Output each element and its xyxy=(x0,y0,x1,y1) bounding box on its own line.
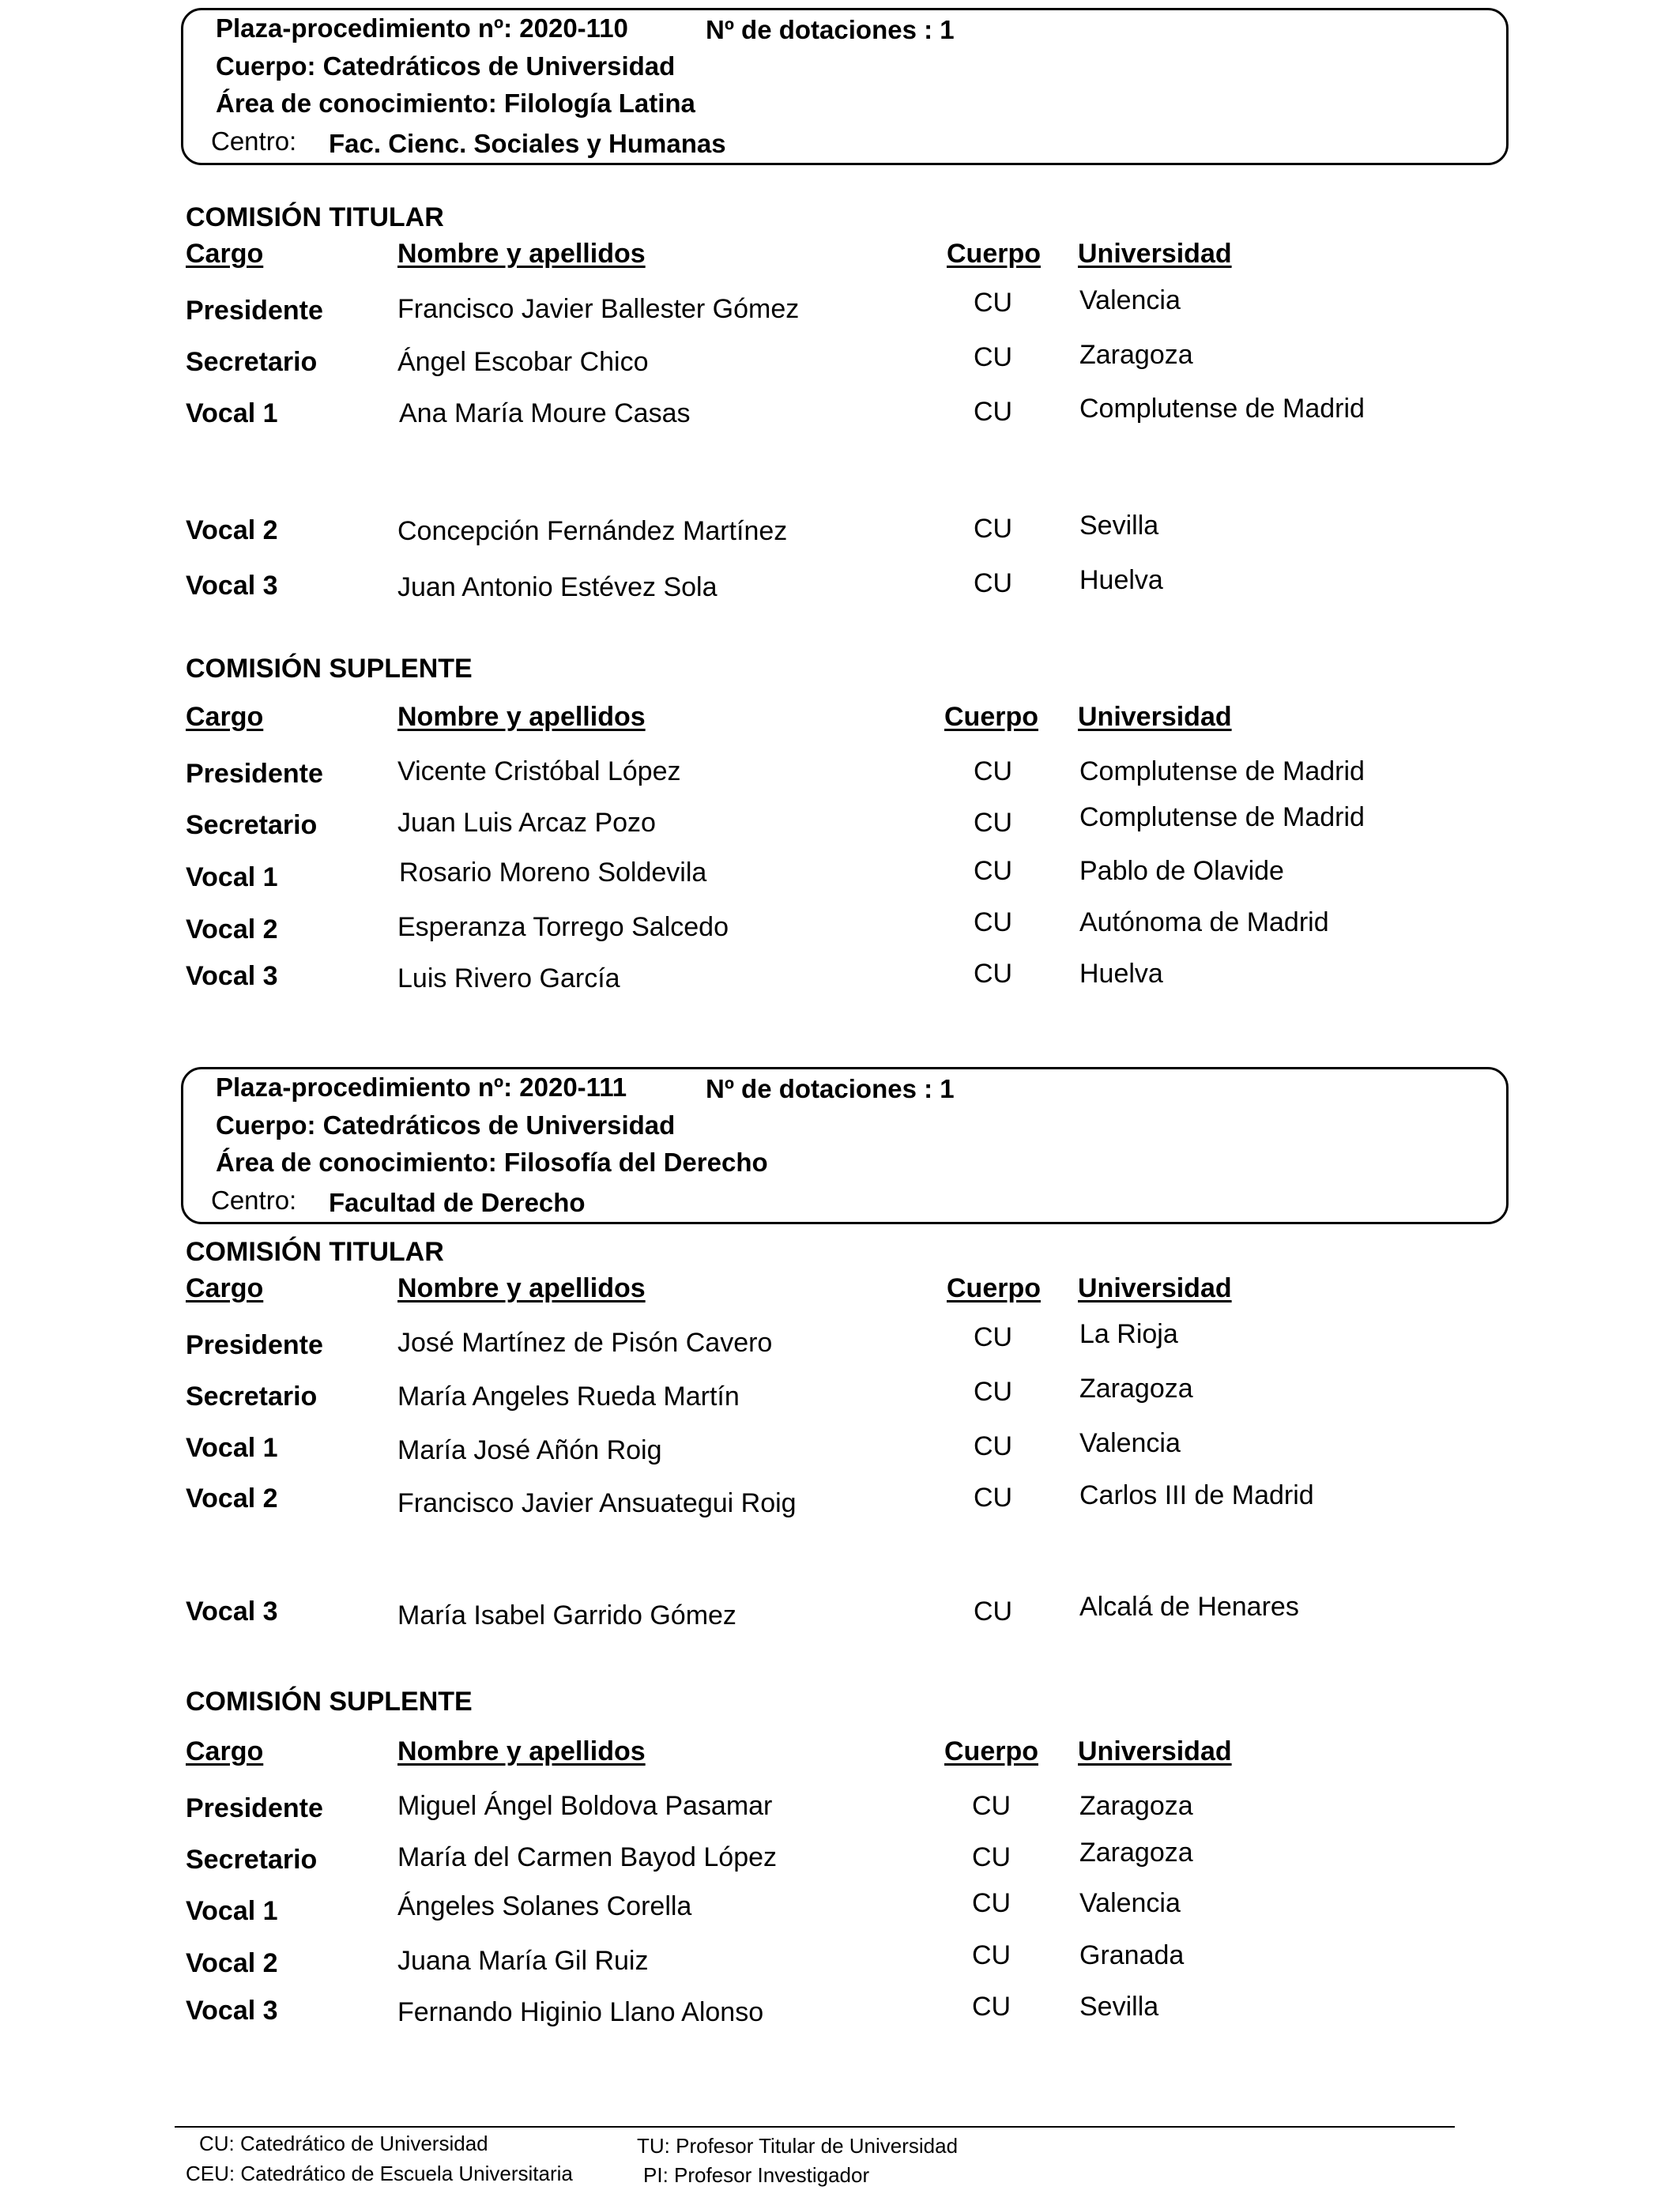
member-cuerpo: CU xyxy=(972,1992,1011,2022)
column-header-universidad: Universidad xyxy=(1078,702,1232,732)
member-cargo: Vocal 3 xyxy=(186,1996,278,2026)
column-header-universidad: Universidad xyxy=(1078,239,1232,269)
member-cargo: Presidente xyxy=(186,759,323,789)
member-name: Fernando Higinio Llano Alonso xyxy=(397,1997,764,2027)
member-cargo: Vocal 3 xyxy=(186,571,278,601)
member-name: María Isabel Garrido Gómez xyxy=(397,1600,736,1630)
column-header-nombre: Nombre y apellidos xyxy=(397,1273,646,1303)
legend-pi: PI: Profesor Investigador xyxy=(643,2163,870,2187)
column-header-nombre: Nombre y apellidos xyxy=(397,1736,646,1766)
member-cargo: Vocal 1 xyxy=(186,398,278,428)
member-cargo: Vocal 3 xyxy=(186,1596,278,1627)
dotaciones-count: Nº de dotaciones : 1 xyxy=(706,15,955,44)
member-university: Huelva xyxy=(1079,959,1163,989)
column-header-cargo: Cargo xyxy=(186,702,264,732)
member-university: Complutense de Madrid xyxy=(1079,756,1365,786)
member-cuerpo: CU xyxy=(974,342,1013,372)
member-name: Luis Rivero García xyxy=(397,963,620,993)
centro-label: Centro: xyxy=(211,126,297,156)
member-cuerpo: CU xyxy=(974,514,1013,544)
member-university: Zaragoza xyxy=(1079,1791,1193,1821)
member-name: Concepción Fernández Martínez xyxy=(397,516,788,546)
member-university: Valencia xyxy=(1079,285,1181,315)
centro-value: Fac. Cienc. Sociales y Humanas xyxy=(329,129,726,158)
column-header-cargo: Cargo xyxy=(186,239,264,269)
member-name: Francisco Javier Ansuategui Roig xyxy=(397,1488,797,1518)
member-cuerpo: CU xyxy=(974,1322,1013,1352)
column-header-nombre: Nombre y apellidos xyxy=(397,702,646,732)
centro-label: Centro: xyxy=(211,1186,297,1215)
member-cuerpo: CU xyxy=(972,1940,1011,1970)
member-university: Complutense de Madrid xyxy=(1079,394,1365,424)
member-cuerpo: CU xyxy=(974,756,1013,786)
member-cargo: Presidente xyxy=(186,1793,323,1823)
legend-tu: TU: Profesor Titular de Universidad xyxy=(637,2134,959,2158)
member-university: Zaragoza xyxy=(1079,340,1193,370)
area-label: Área de conocimiento: Filología Latina xyxy=(216,89,695,118)
member-university: Granada xyxy=(1079,1940,1185,1970)
section-heading: COMISIÓN SUPLENTE xyxy=(186,654,473,684)
member-name: María del Carmen Bayod López xyxy=(397,1842,778,1872)
member-cargo: Secretario xyxy=(186,1845,318,1875)
section-heading: COMISIÓN SUPLENTE xyxy=(186,1687,473,1717)
member-university: La Rioja xyxy=(1079,1319,1178,1349)
member-name: Ana María Moure Casas xyxy=(399,398,691,428)
cuerpo-label: Cuerpo: Catedráticos de Universidad xyxy=(216,51,676,81)
member-university: Zaragoza xyxy=(1079,1374,1193,1404)
member-cuerpo: CU xyxy=(974,1596,1013,1627)
dotaciones-count: Nº de dotaciones : 1 xyxy=(706,1074,955,1103)
member-cuerpo: CU xyxy=(972,1842,1011,1872)
member-university: Valencia xyxy=(1079,1428,1181,1458)
member-cargo: Vocal 2 xyxy=(186,914,278,944)
member-cargo: Vocal 2 xyxy=(186,515,278,545)
member-cuerpo: CU xyxy=(974,1483,1013,1513)
column-header-cuerpo: Cuerpo xyxy=(944,1736,1038,1766)
legend-ceu: CEU: Catedrático de Escuela Universitaria xyxy=(186,2162,573,2185)
member-name: Juana María Gil Ruiz xyxy=(397,1946,649,1976)
member-university: Autónoma de Madrid xyxy=(1079,907,1329,937)
member-cargo: Vocal 2 xyxy=(186,1483,278,1514)
member-cuerpo: CU xyxy=(974,856,1013,886)
plaza-number: Plaza-procedimiento nº: 2020-111 xyxy=(216,1072,627,1102)
plaza-number: Plaza-procedimiento nº: 2020-110 xyxy=(216,13,628,43)
member-cuerpo: CU xyxy=(974,568,1013,598)
member-university: Pablo de Olavide xyxy=(1079,856,1284,886)
member-university: Sevilla xyxy=(1079,511,1159,541)
member-cargo: Secretario xyxy=(186,810,318,840)
member-cuerpo: CU xyxy=(974,1377,1013,1407)
member-cuerpo: CU xyxy=(974,907,1013,937)
member-university: Alcalá de Henares xyxy=(1079,1592,1299,1622)
member-name: Juan Luis Arcaz Pozo xyxy=(397,808,656,838)
member-university: Complutense de Madrid xyxy=(1079,802,1365,832)
member-cargo: Secretario xyxy=(186,347,318,377)
member-name: Ángeles Solanes Corella xyxy=(397,1891,692,1921)
member-name: María José Añón Roig xyxy=(397,1435,662,1465)
member-university: Zaragoza xyxy=(1079,1838,1193,1868)
member-cargo: Vocal 1 xyxy=(186,1896,278,1926)
member-name: Rosario Moreno Soldevila xyxy=(399,858,707,888)
member-cuerpo: CU xyxy=(974,397,1013,427)
centro-value: Facultad de Derecho xyxy=(329,1188,586,1217)
section-heading: COMISIÓN TITULAR xyxy=(186,1237,444,1267)
member-university: Carlos III de Madrid xyxy=(1079,1480,1314,1510)
member-name: Miguel Ángel Boldova Pasamar xyxy=(397,1791,773,1821)
member-cargo: Vocal 3 xyxy=(186,961,278,991)
legend-cu: CU: Catedrático de Universidad xyxy=(199,2132,488,2155)
member-cargo: Presidente xyxy=(186,1330,323,1360)
cuerpo-label: Cuerpo: Catedráticos de Universidad xyxy=(216,1110,676,1140)
column-header-cargo: Cargo xyxy=(186,1273,264,1303)
member-cargo: Vocal 2 xyxy=(186,1948,278,1978)
section-heading: COMISIÓN TITULAR xyxy=(186,202,444,232)
member-cargo: Vocal 1 xyxy=(186,862,278,892)
column-header-cargo: Cargo xyxy=(186,1736,264,1766)
member-cuerpo: CU xyxy=(974,808,1013,838)
member-name: Esperanza Torrego Salcedo xyxy=(397,912,729,942)
member-name: Vicente Cristóbal López xyxy=(397,756,681,786)
member-name: Juan Antonio Estévez Sola xyxy=(397,572,718,602)
member-university: Huelva xyxy=(1079,565,1163,595)
member-university: Sevilla xyxy=(1079,1992,1159,2022)
member-cargo: Secretario xyxy=(186,1382,318,1412)
area-label: Área de conocimiento: Filosofía del Derecho xyxy=(216,1148,768,1177)
column-header-universidad: Universidad xyxy=(1078,1736,1232,1766)
column-header-cuerpo: Cuerpo xyxy=(947,1273,1041,1303)
member-name: Francisco Javier Ballester Gómez xyxy=(397,294,800,324)
member-cuerpo: CU xyxy=(972,1888,1011,1918)
member-cuerpo: CU xyxy=(974,1431,1013,1461)
column-header-cuerpo: Cuerpo xyxy=(947,239,1041,269)
column-header-nombre: Nombre y apellidos xyxy=(397,239,646,269)
member-cuerpo: CU xyxy=(974,959,1013,989)
member-name: María Angeles Rueda Martín xyxy=(397,1382,740,1412)
member-cargo: Vocal 1 xyxy=(186,1433,278,1463)
member-university: Valencia xyxy=(1079,1888,1181,1918)
column-header-universidad: Universidad xyxy=(1078,1273,1232,1303)
member-name: Ángel Escobar Chico xyxy=(397,347,649,377)
column-header-cuerpo: Cuerpo xyxy=(944,702,1038,732)
member-cuerpo: CU xyxy=(972,1791,1011,1821)
member-name: José Martínez de Pisón Cavero xyxy=(397,1328,773,1358)
member-cargo: Presidente xyxy=(186,296,323,326)
footer-divider xyxy=(175,2126,1455,2128)
member-cuerpo: CU xyxy=(974,288,1013,318)
